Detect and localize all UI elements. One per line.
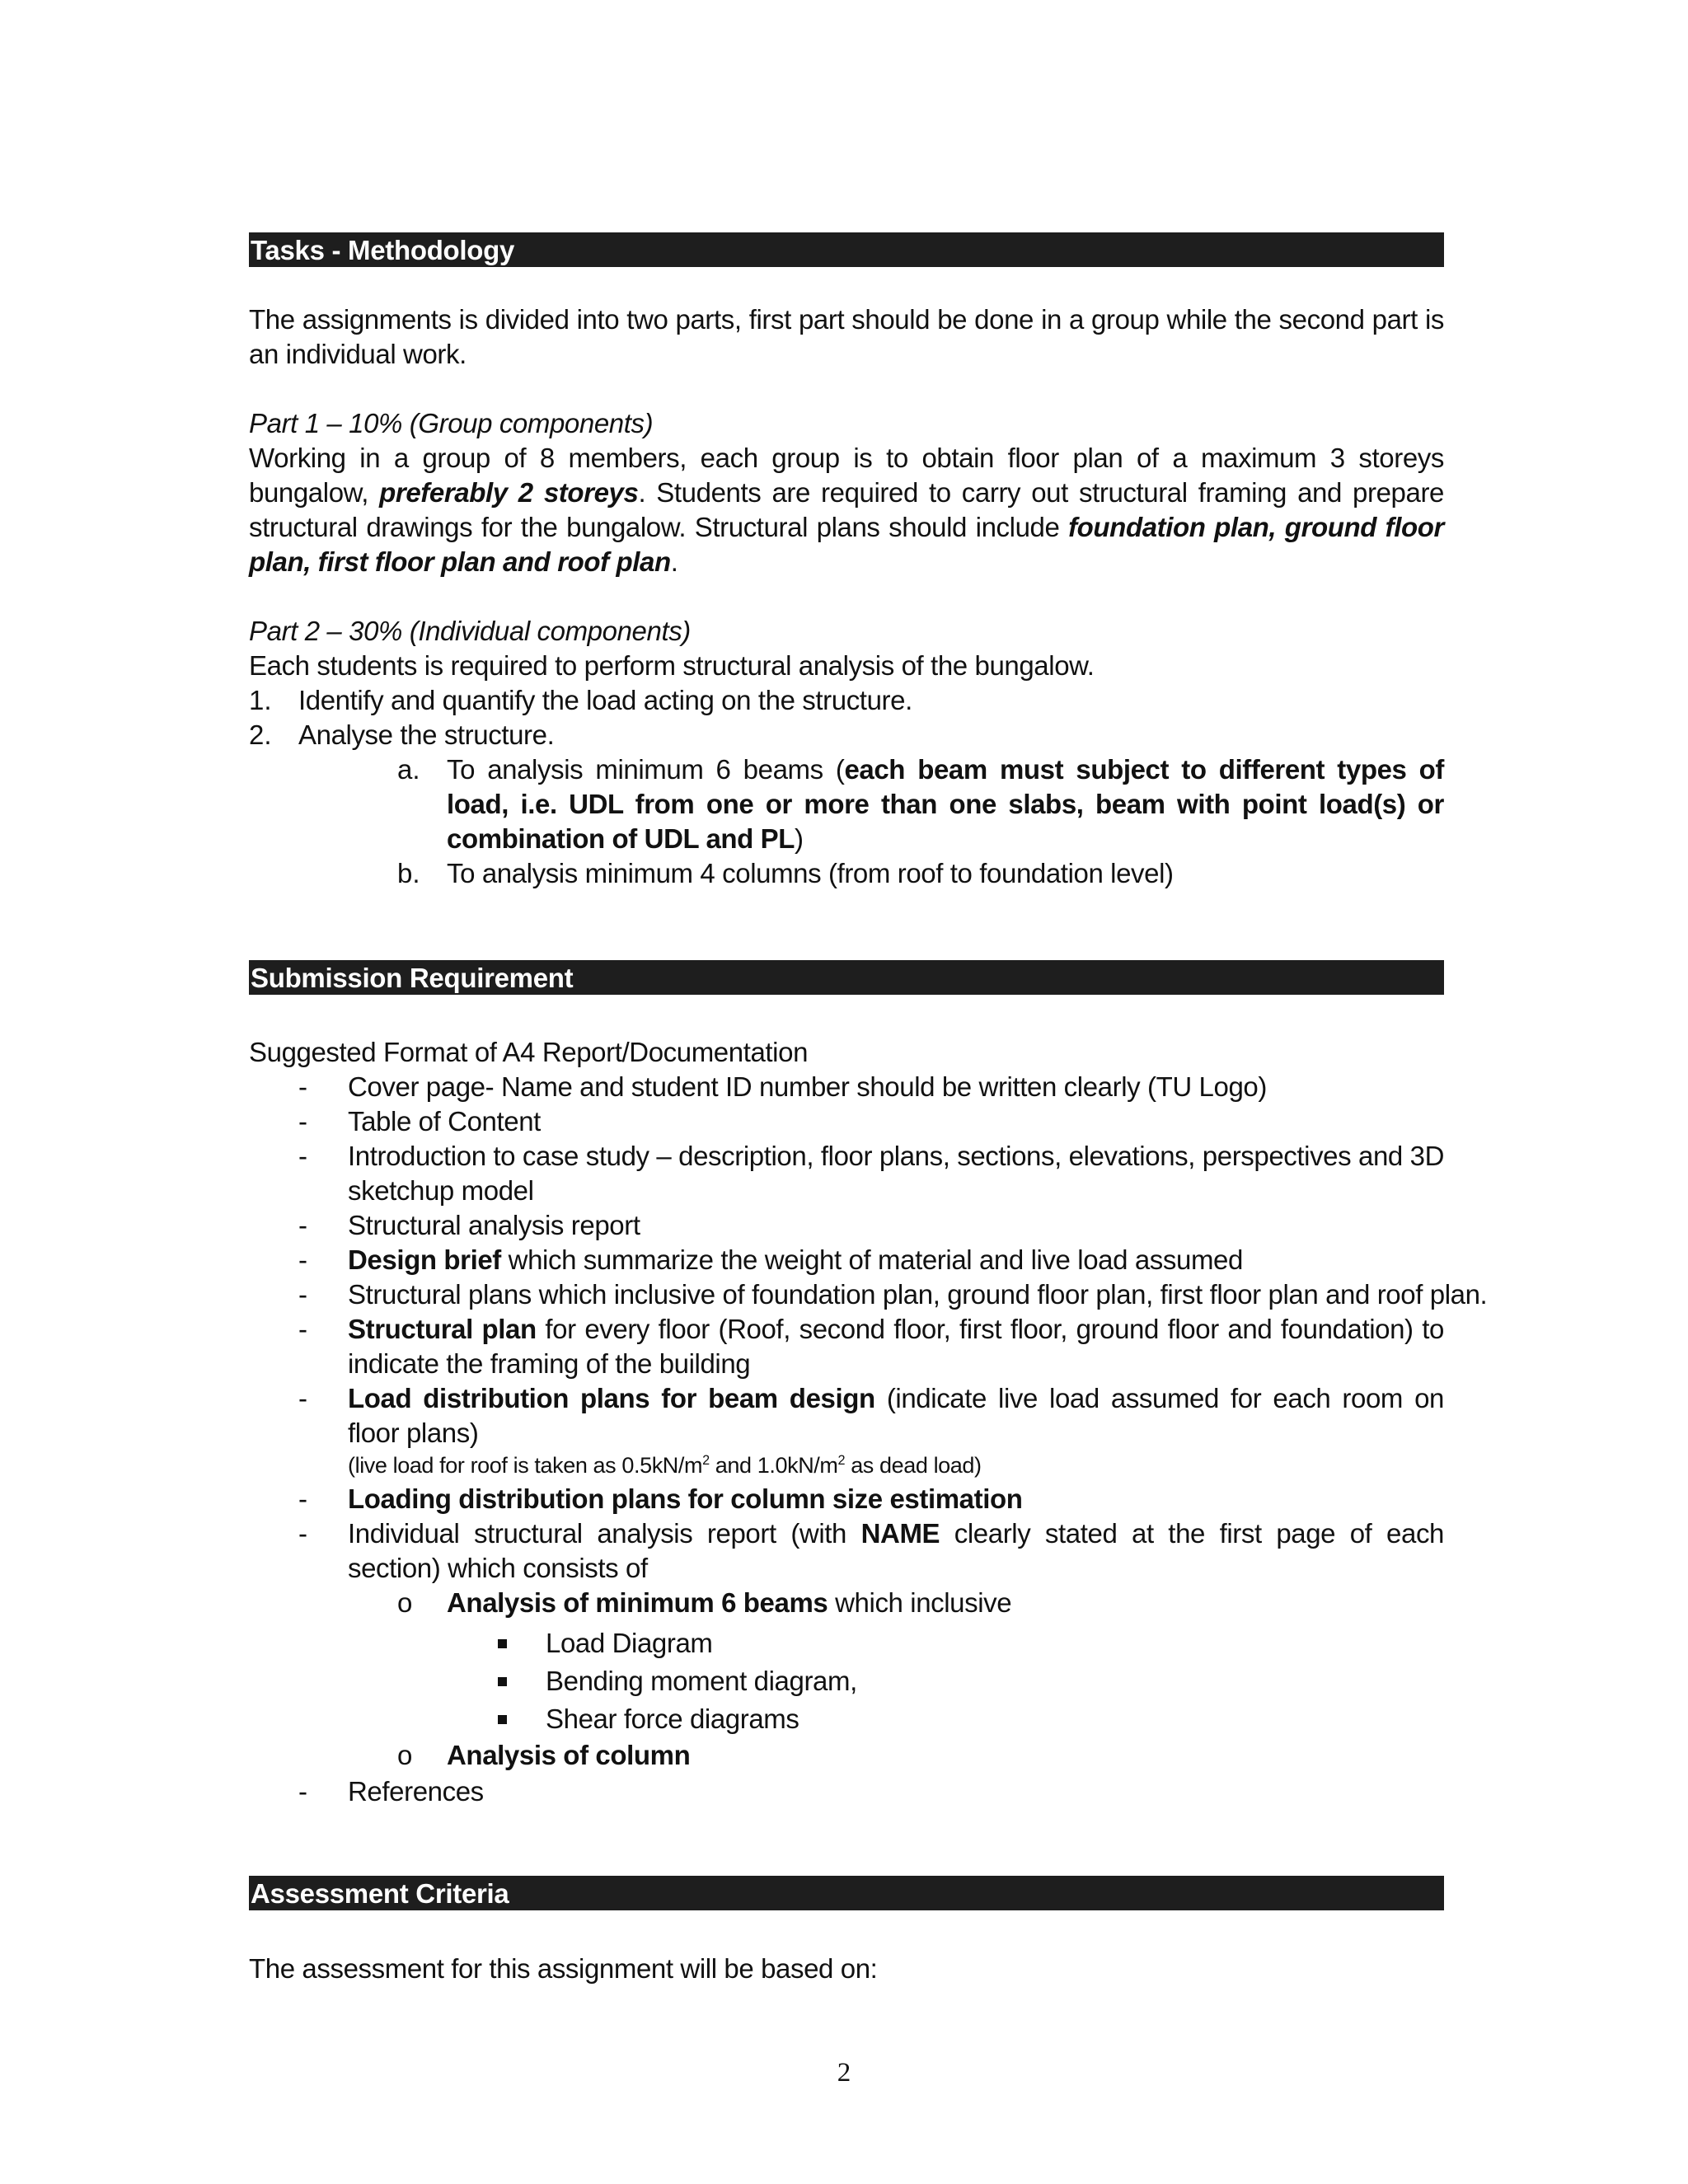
submission-item-individual-report: [348, 1516, 1444, 1586]
list-number-2: 2.: [249, 719, 272, 750]
part1-heading: Part 1 – 10% (Group components): [249, 408, 654, 438]
part2-item-a: [447, 752, 1444, 856]
submission-item-structural-plans: Structural plans which inclusive of foundation plan, ground floor plan, first floor plan and roof plan.: [348, 1279, 1488, 1310]
part1-text-bold-2: foundation plan, ground floor plan, first floor plan and roof plan: [249, 512, 1444, 577]
structural-plan-bold: Structural plan: [348, 1314, 537, 1344]
beam-analysis-text: which inclusive: [828, 1587, 1012, 1618]
beam-analysis-bold: Analysis of minimum 6 beams: [447, 1587, 828, 1618]
part2-item-b: To analysis minimum 4 columns (from roof to foundation level): [447, 858, 1174, 888]
sub-sub-item-bending-moment: Bending moment diagram,: [546, 1666, 857, 1696]
section-header-assessment: Assessment Criteria: [249, 1876, 1444, 1910]
dash-bullet: -: [298, 1518, 307, 1549]
dash-bullet: -: [298, 1141, 307, 1171]
submission-item-toc: Table of Content: [348, 1106, 541, 1137]
dash-bullet: -: [298, 1106, 307, 1137]
submission-item-analysis-report: Structural analysis report: [348, 1210, 640, 1240]
section-header-tasks: Tasks - Methodology: [249, 232, 1444, 267]
submission-item-structural-plan: [348, 1312, 1444, 1381]
page-number: 2: [837, 2058, 851, 2088]
structural-plan-text: for every floor (Roof, second floor, first floor, ground floor and foundation) to indicate the framing of the building: [348, 1314, 1444, 1379]
sub-sub-item-shear-force: Shear force diagrams: [546, 1704, 799, 1734]
dash-bullet: -: [298, 1210, 307, 1240]
assessment-text: The assessment for this assignment will be based on:: [249, 1953, 878, 1984]
load-distribution-text: (indicate live load assumed for each room on floor plans): [348, 1383, 1444, 1448]
submission-item-load-distribution: [348, 1381, 1444, 1451]
dash-bullet: -: [298, 1383, 307, 1413]
intro-paragraph: The assignments is divided into two parts, first part should be done in a group while the second part is an individual work.: [249, 304, 1444, 369]
note-superscript-1: 2: [702, 1453, 710, 1468]
note-part-c: as dead load): [845, 1453, 982, 1478]
part2-item-a-end: ): [795, 823, 804, 854]
submission-item-references: References: [348, 1776, 484, 1807]
square-bullet: [498, 1715, 507, 1724]
submission-lead: Suggested Format of A4 Report/Documentation: [249, 1037, 809, 1067]
submission-item-intro-line2: sketchup model: [348, 1175, 534, 1206]
section-header-submission: Submission Requirement: [249, 960, 1444, 995]
sub-sub-item-load-diagram: Load Diagram: [546, 1628, 713, 1658]
part2-item-2: Analyse the structure.: [298, 719, 555, 750]
note-part-a: (live load for roof is taken as 0.5kN/m: [348, 1453, 703, 1478]
circle-bullet: o: [397, 1740, 413, 1770]
part2-lead: Each students is required to perform structural analysis of the bungalow.: [249, 650, 1095, 681]
part1-text-bold-1: preferably 2 storeys: [379, 477, 639, 508]
part1-paragraph: [249, 441, 1444, 579]
individual-report-text-1: Individual structural analysis report (with: [348, 1518, 861, 1549]
square-bullet: [498, 1639, 507, 1648]
submission-item-design-brief: [348, 1243, 1243, 1277]
dash-bullet: -: [298, 1483, 307, 1514]
dash-bullet: -: [298, 1314, 307, 1344]
square-bullet: [498, 1677, 507, 1686]
submission-item-cover: Cover page- Name and student ID number should be written clearly (TU Logo): [348, 1071, 1267, 1102]
part2-heading: Part 2 – 30% (Individual components): [249, 616, 691, 646]
design-brief-text: which summarize the weight of material and live load assumed: [500, 1244, 1243, 1275]
design-brief-bold: Design brief: [348, 1244, 501, 1275]
dash-bullet: -: [298, 1244, 307, 1275]
part1-text-2: . Students are required to carry out structural framing and prepare structural drawings for the bungalow. Structural plans should include: [249, 477, 1444, 542]
note-superscript-2: 2: [837, 1453, 846, 1468]
part2-item-1: Identify and quantify the load acting on the structure.: [298, 685, 912, 715]
submission-item-column-loading: Loading distribution plans for column size estimation: [348, 1483, 1023, 1514]
list-letter-a: a.: [397, 754, 420, 785]
note-part-b: and 1.0kN/m: [709, 1453, 838, 1478]
list-letter-b: b.: [397, 858, 420, 888]
individual-report-text-2: clearly stated at the first page of each section) which consists of: [348, 1518, 1444, 1583]
live-load-note: [348, 1451, 982, 1480]
load-distribution-bold: Load distribution plans for beam design: [348, 1383, 875, 1413]
dash-bullet: -: [298, 1279, 307, 1310]
dash-bullet: -: [298, 1071, 307, 1102]
part2-item-a-text: To analysis minimum 6 beams (: [447, 754, 845, 785]
submission-item-intro-line1: Introduction to case study – description, floor plans, sections, elevations, perspectives and 3D: [348, 1141, 1445, 1171]
individual-report-bold: NAME: [860, 1518, 940, 1549]
part1-text-3: .: [670, 546, 678, 577]
part2-item-a-bold: each beam must subject to different types of load, i.e. UDL from one or more than one slabs, beam with point load(s) or combination of UDL and PL: [447, 754, 1444, 854]
circle-bullet: o: [397, 1587, 413, 1618]
sub-item-column-analysis: Analysis of column: [447, 1740, 691, 1770]
part1-text-1: Working in a group of 8 members, each group is to obtain floor plan of a maximum 3 storeys bungalow,: [249, 443, 1444, 508]
list-number-1: 1.: [249, 685, 272, 715]
sub-item-beam-analysis: [447, 1586, 1011, 1620]
dash-bullet: -: [298, 1776, 307, 1807]
